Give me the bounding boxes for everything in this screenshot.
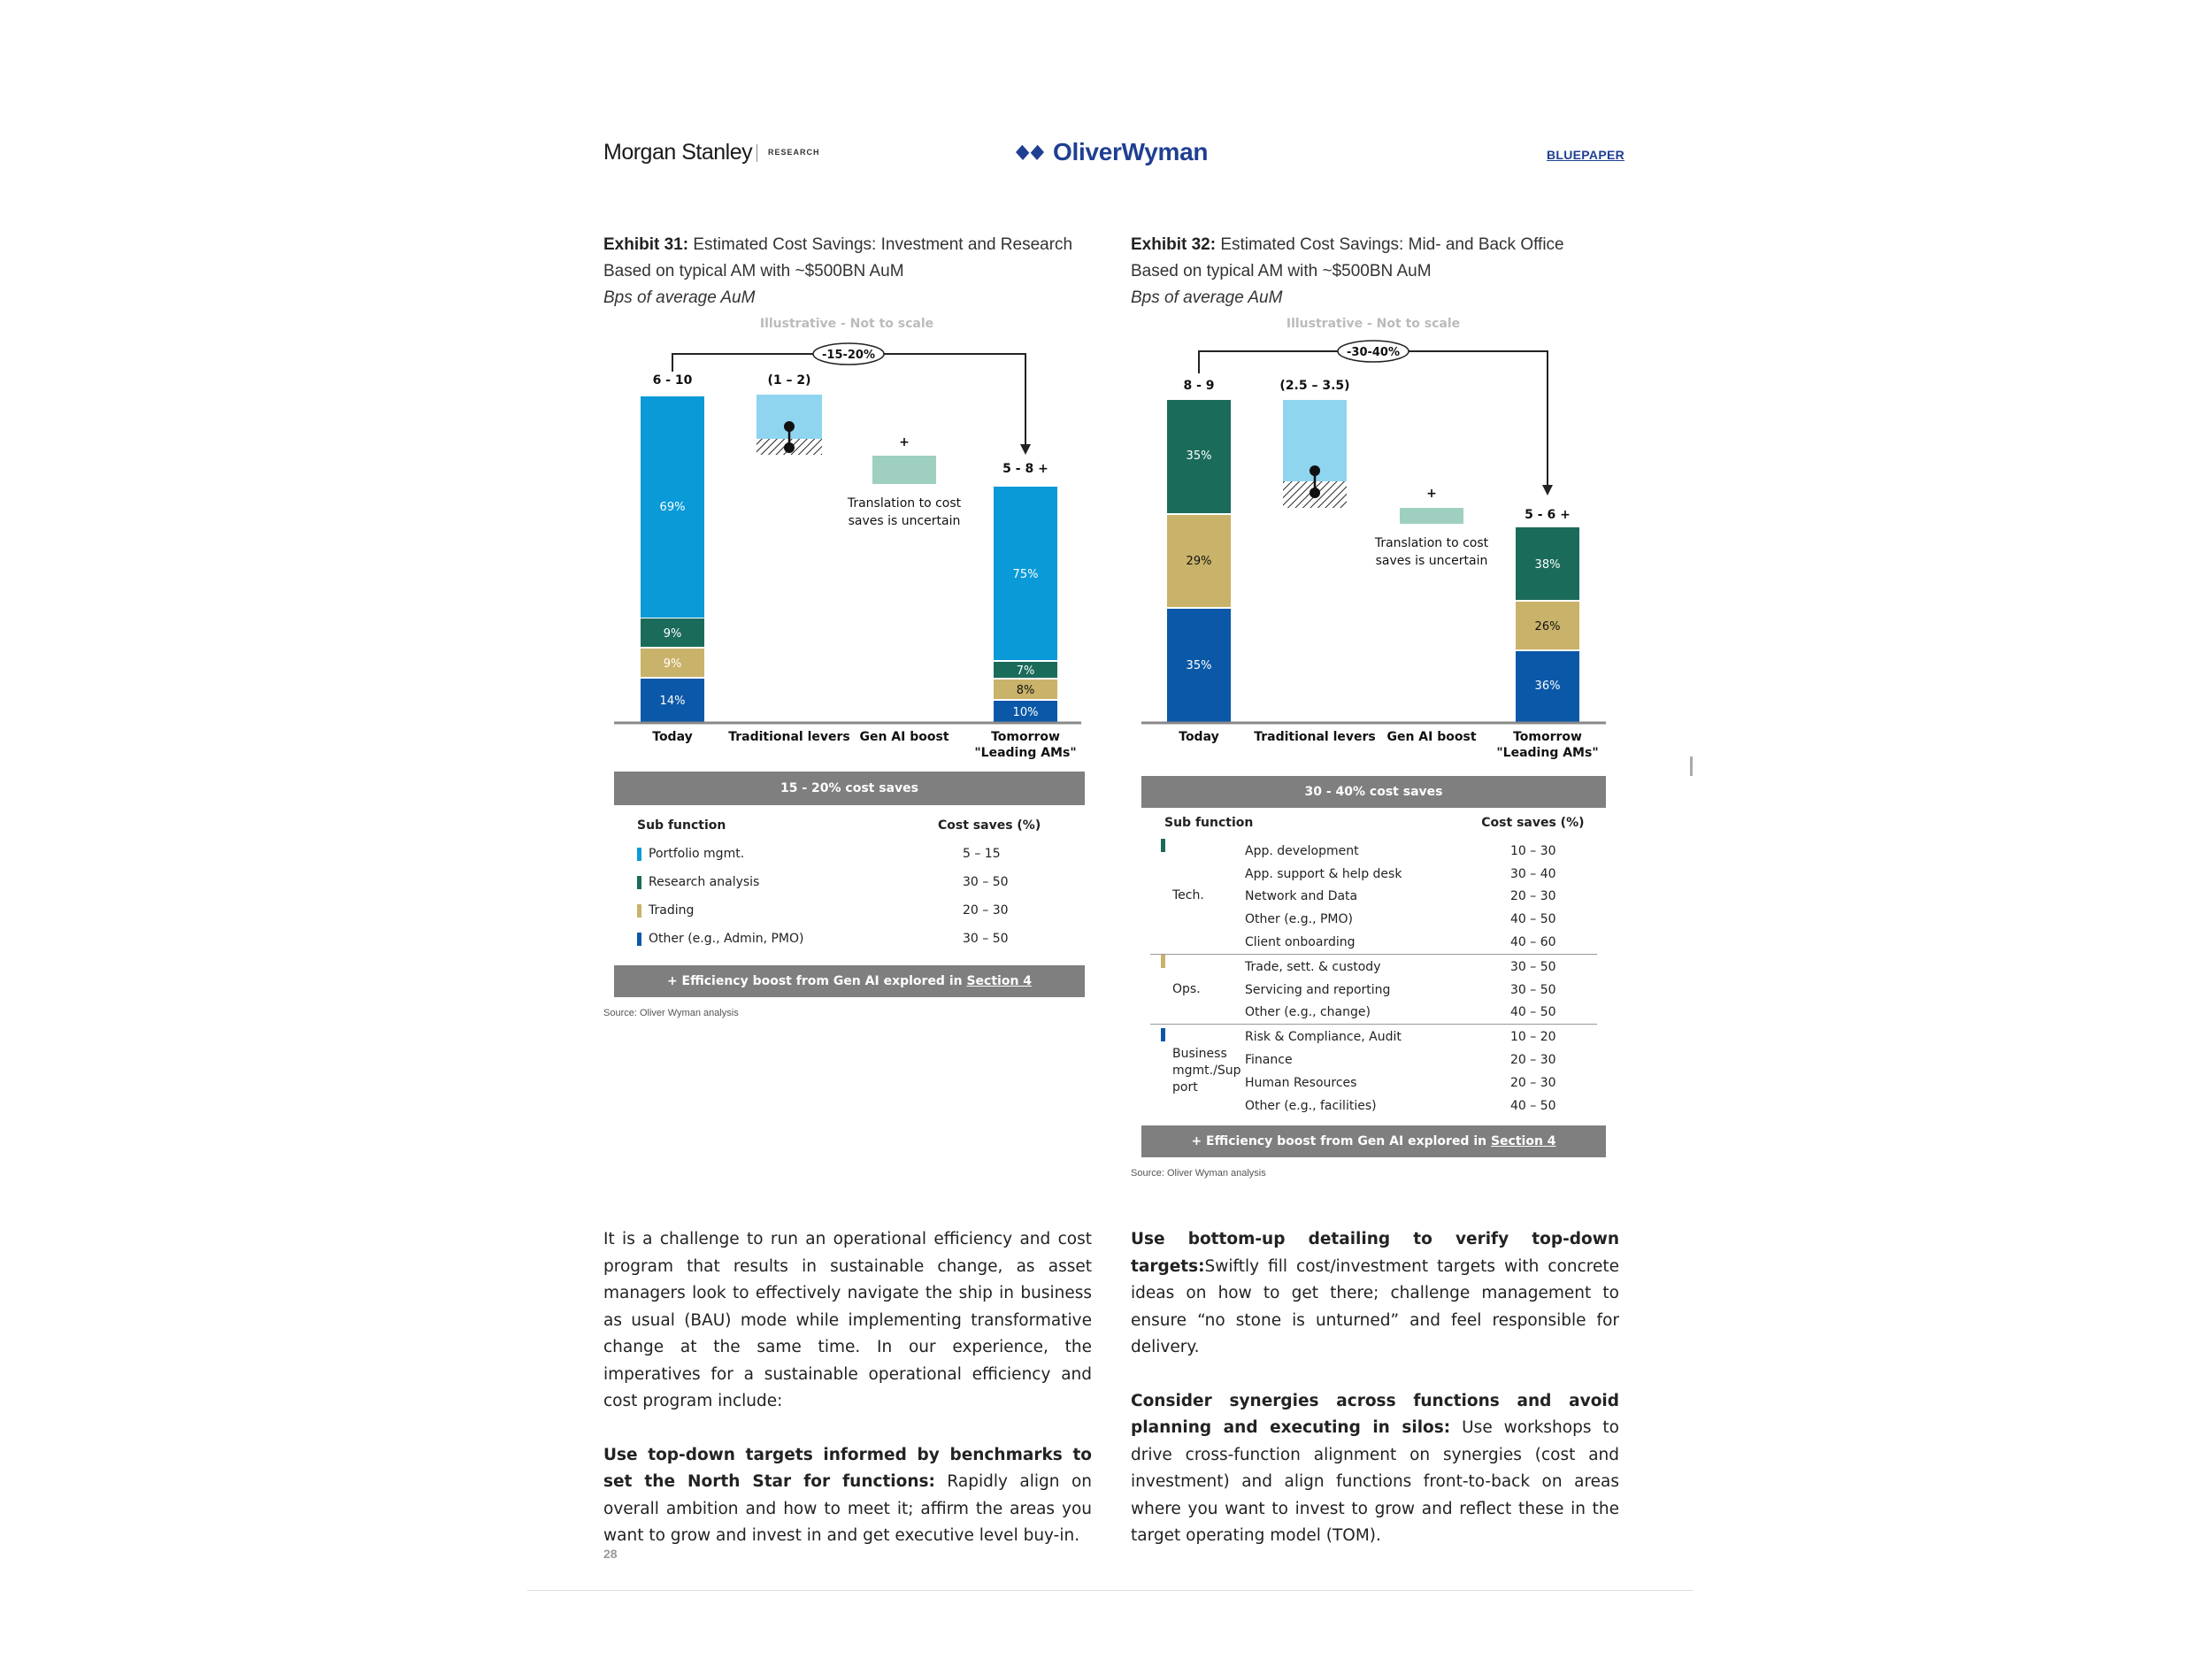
legend-swatch [1161,839,1165,852]
subfunction-name: Other (e.g., Admin, PMO) [649,932,804,946]
ex32-illustrative-note: Illustrative - Not to scale [1286,317,1461,331]
left-paragraph-2-body: Rapidly align on overall ambition and how to meet it; affirm the areas you want to grow and invest in and get executive level buy-in. [603,1472,1092,1545]
scrollbar-thumb[interactable] [1690,757,1693,776]
ex32-x-label-levers: Traditional levers [1254,730,1376,744]
table-row [1245,886,1597,909]
group-name: Business mgmt./Sup port [1172,1046,1241,1094]
oliver-wyman-mark-icon [1014,142,1046,162]
ex31-levers-range-dot-bottom [784,442,795,453]
cost-saves-value: 40 – 50 [1510,1098,1556,1113]
ex31-section-4-link[interactable]: Section 4 [966,974,1033,988]
exhibit-31-chart [603,311,1099,772]
subfunction-name: Network and Data [1245,889,1358,904]
legend-swatch [1161,1028,1165,1041]
table-row [637,868,1062,896]
ex32-levers-range-dot-bottom [1310,488,1320,498]
ex31-efficiency-text: + Efficiency boost from Gen AI explored in [666,974,967,988]
ex31-table-body [637,840,1062,953]
group-label [1150,839,1245,954]
ex32-today-tech-share: 35% [1186,449,1212,463]
cost-saves-value: 20 – 30 [1510,1075,1556,1090]
ex31-x-label-tomorrow: Tomorrow "Leading AMs" [974,730,1077,760]
exhibit-31-label: Exhibit 31: [603,235,689,254]
right-body-column [1131,1226,1619,1577]
left-paragraph-2-heading: Use top-down targets informed by benchmarks to set the North Star for functions: [603,1445,1092,1491]
ex32-top-label-genai: + [1426,487,1437,501]
page-bottom-rule [527,1590,1693,1591]
table-row [1245,863,1597,886]
cost-saves-value: 5 – 15 [963,847,1001,861]
group-rows [1245,1025,1597,1117]
group-name: Ops. [1172,981,1201,996]
legend-swatch [637,904,641,918]
table-row [1245,956,1597,979]
exhibit-32-heading [1131,232,1626,311]
cost-saves-value: 30 – 50 [1510,982,1556,997]
table-row [637,840,1062,868]
ex31-top-label-today: 6 - 10 [652,373,693,388]
cost-saves-value: 10 – 20 [1510,1030,1556,1045]
table-row [1245,1094,1597,1118]
table-group [1150,955,1597,1025]
ex31-col-cost-saves: Cost saves (%) [938,818,1041,833]
ex32-annotation: Translation to cost saves is uncertain [1374,536,1489,568]
cost-saves-value: 20 – 30 [963,903,1009,918]
table-row [1245,908,1597,931]
ex32-table-header [1150,816,1597,839]
ex31-table [637,818,1062,953]
ex32-tomorrow-ops-share: 26% [1534,620,1561,634]
bluepaper-label: BLUEPAPER [1547,148,1625,162]
right-paragraph-2 [1131,1388,1619,1550]
table-row [1245,1071,1597,1094]
ex31-today-trading-share: 9% [663,657,682,671]
cost-saves-value: 30 – 40 [1510,866,1556,881]
subfunction-name: Portfolio mgmt. [649,847,745,861]
subfunction-name: Other (e.g., change) [1245,1005,1371,1020]
ex31-table-header [637,818,1062,840]
subfunction-name: Trading [649,903,695,918]
exhibit-31-heading [603,232,1099,311]
legend-swatch [637,933,641,946]
ex31-tomorrow-other-share: 10% [1012,706,1039,719]
right-paragraph-1 [1131,1226,1619,1362]
ex31-efficiency-band [614,965,1085,997]
ex31-arrow-head [1020,444,1031,455]
ex32-x-label-today: Today [1179,730,1219,744]
exhibit-32-unit: Bps of average AuM [1131,288,1283,307]
ex32-col-cost-saves: Cost saves (%) [1481,816,1585,830]
ex32-section-4-link[interactable]: Section 4 [1490,1134,1556,1148]
ex31-x-label-genai: Gen AI boost [859,730,949,744]
ex32-top-label-today: 8 - 9 [1183,379,1215,393]
subfunction-name: Servicing and reporting [1245,982,1391,997]
left-body-column [603,1226,1092,1577]
morgan-stanley-logo: Morgan Stanley [603,140,753,165]
legend-swatch [1161,955,1165,968]
subfunction-name: Trade, sett. & custody [1245,959,1381,974]
subfunction-name: Other (e.g., PMO) [1245,912,1353,927]
ex32-bracket-label: -30-40% [1347,346,1400,359]
exhibit-31-subtitle: Based on typical AM with ~$500BN AuM [603,262,904,280]
cost-saves-value: 30 – 50 [1510,959,1556,974]
cost-saves-value: 30 – 50 [963,875,1009,889]
ex32-today-business-share: 35% [1186,659,1212,672]
oliver-wyman-logo [1014,138,1208,166]
exhibit-32-chart [1131,311,1626,772]
ex31-col-subfunction: Sub function [637,818,726,833]
cost-saves-value: 40 – 50 [1510,1005,1556,1020]
research-label: RESEARCH [768,148,820,157]
table-row [1245,840,1597,863]
exhibit-32-label: Exhibit 32: [1131,235,1217,254]
ex32-table [1150,816,1597,1118]
subfunction-name: Finance [1245,1053,1293,1068]
ex31-x-label-levers: Traditional levers [728,730,850,744]
exhibit-32-subtitle: Based on typical AM with ~$500BN AuM [1131,262,1432,280]
legend-swatch [637,848,641,861]
subfunction-name: App. support & help desk [1245,866,1402,881]
right-paragraph-2-heading: Consider synergies across functions and avoid planning and executing in silos: [1131,1391,1619,1437]
group-label [1150,955,1245,1024]
table-row [1245,979,1597,1002]
cost-saves-value: 20 – 30 [1510,1053,1556,1068]
ex32-tomorrow-business-share: 36% [1534,680,1561,693]
ex32-x-label-genai: Gen AI boost [1386,730,1477,744]
ex31-x-label-today: Today [652,730,693,744]
subfunction-name: Client onboarding [1245,935,1356,950]
exhibit-32-title: Estimated Cost Savings: Mid- and Back Office [1220,235,1564,254]
ex32-table-body [1150,839,1597,1118]
right-paragraph-2-body: Use workshops to drive cross-function alignment on synergies (cost and investment) and align functions front-to-back on areas where you want to invest to grow and reflect these in the target operating model (TOM). [1131,1418,1619,1545]
table-row [637,925,1062,953]
exhibit-31-title: Estimated Cost Savings: Investment and Research [693,235,1073,254]
ex31-top-label-genai: + [899,435,910,449]
ex31-today-research-share: 9% [663,627,682,641]
subfunction-name: Human Resources [1245,1075,1357,1090]
table-row [1245,1048,1597,1071]
ex32-efficiency-band [1141,1125,1606,1157]
subfunction-name: Other (e.g., facilities) [1245,1098,1377,1113]
ex32-genai-bar [1400,508,1463,524]
cost-saves-value: 10 – 30 [1510,843,1556,858]
subfunction-name: App. development [1245,843,1359,858]
subfunction-name: Risk & Compliance, Audit [1245,1030,1402,1045]
subfunction-name: Research analysis [649,875,760,889]
table-row [1245,1002,1597,1025]
oliver-wyman-wordmark: OliverWyman [1053,138,1209,165]
ex32-efficiency-text: + Efficiency boost from Gen AI explored in [1191,1134,1491,1148]
ex32-x-label-tomorrow: Tomorrow "Leading AMs" [1496,730,1599,760]
ex31-top-label-levers: (1 – 2) [767,373,811,388]
ex31-genai-bar [872,456,936,484]
ex32-today-ops-share: 29% [1186,555,1212,568]
ex31-top-label-tomorrow: 5 - 8 + [1002,462,1048,476]
ex32-levers-range-dot-top [1310,465,1320,476]
ex32-source: Source: Oliver Wyman analysis [1131,1168,1266,1179]
group-rows [1245,839,1597,954]
ex31-today-portfolio-share: 69% [659,501,686,514]
right-paragraph-1-body: Swiftly fill cost/investment targets with concrete ideas on how to get there; challenge management to ensure “no stone is unturned” and feel responsible for delivery. [1131,1256,1619,1356]
cost-saves-value: 40 – 60 [1510,935,1556,950]
legend-swatch [637,876,641,889]
ex31-tomorrow-trading-share: 8% [1016,684,1035,697]
ex31-illustrative-note: Illustrative - Not to scale [759,317,934,331]
ex32-col-subfunction: Sub function [1164,816,1254,830]
left-paragraph-1: It is a challenge to run an operational efficiency and cost program that results in sustainable change, as asset managers look to effectively navigate the ship in business as usual (BAU) mode while implementing transformative change at the same time. In our experience, the imperatives for a sustainable operational efficiency and cost program include: [603,1230,1092,1410]
group-label [1150,1025,1245,1117]
ex31-tomorrow-research-share: 7% [1016,664,1035,678]
group-name: Tech. [1172,888,1204,903]
table-row [1245,931,1597,954]
ex32-bracket-line [1199,351,1548,488]
ex31-bracket-line [672,354,1025,448]
ex31-source: Source: Oliver Wyman analysis [603,1008,739,1018]
ex31-bracket-label: -15-20% [822,349,875,362]
ex31-tomorrow-portfolio-share: 75% [1012,568,1039,581]
ex31-today-other-share: 14% [659,695,686,708]
group-rows [1245,955,1597,1024]
ex32-top-label-tomorrow: 5 - 6 + [1525,508,1571,522]
ex32-top-label-levers: (2.5 – 3.5) [1279,379,1350,393]
ex31-cost-saves-band: 15 - 20% cost saves [614,772,1085,805]
ex32-arrow-head [1542,485,1553,495]
page-number: 28 [603,1547,618,1561]
table-row [637,896,1062,925]
exhibit-31-unit: Bps of average AuM [603,288,756,307]
ex31-levers-range-dot-top [784,421,795,432]
cost-saves-value: 20 – 30 [1510,889,1556,904]
ex32-cost-saves-band: 30 - 40% cost saves [1141,776,1606,808]
table-group [1150,1025,1597,1117]
cost-saves-value: 40 – 50 [1510,912,1556,927]
ex31-annotation: Translation to cost saves is uncertain [847,496,962,528]
ex32-tomorrow-tech-share: 38% [1534,558,1561,572]
table-group [1150,839,1597,955]
cost-saves-value: 30 – 50 [963,932,1009,946]
left-paragraph-2 [603,1442,1092,1550]
table-row [1245,1025,1597,1048]
right-paragraph-1-heading: Use bottom-up detailing to verify top-down targets: [1131,1230,1619,1276]
